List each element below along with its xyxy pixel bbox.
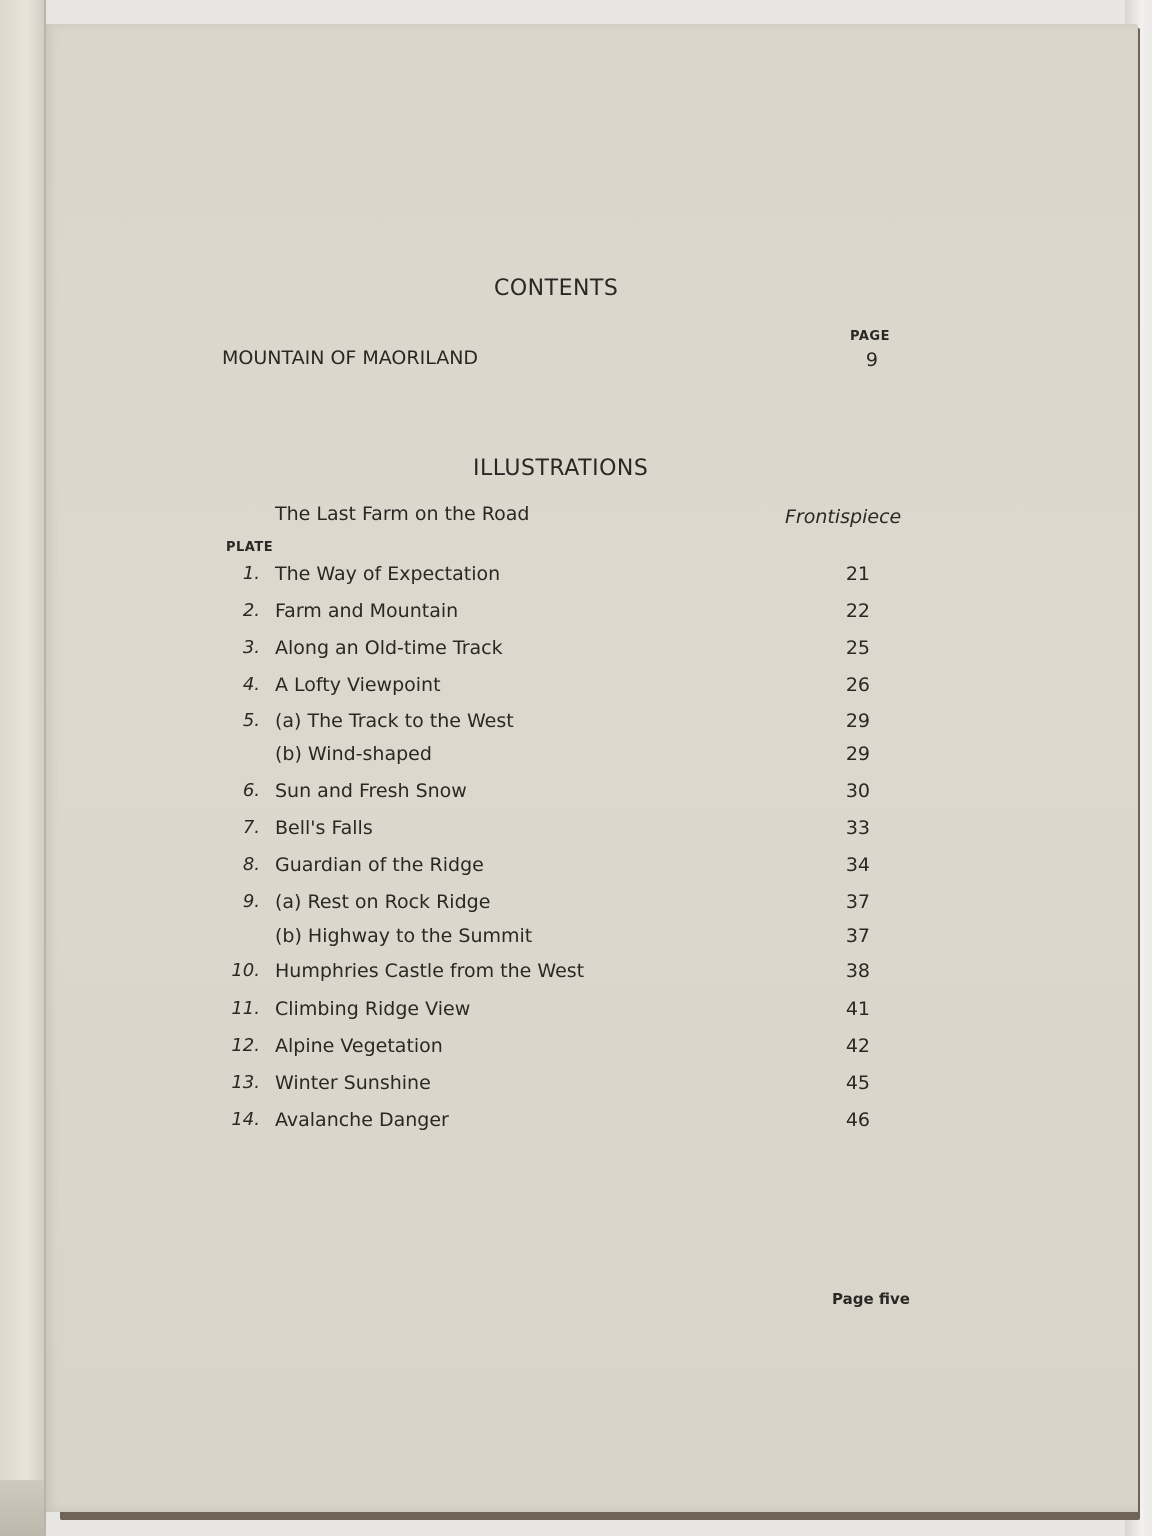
plate-number: 12. bbox=[231, 1035, 260, 1056]
page-column-label: PAGE bbox=[850, 329, 890, 344]
plate-page: 37 bbox=[845, 925, 870, 947]
plate-title: The Way of Expectation bbox=[275, 563, 501, 585]
plate-page: 26 bbox=[845, 674, 870, 696]
plate-page: 45 bbox=[845, 1072, 870, 1094]
plate-number: 1. bbox=[242, 563, 260, 584]
plate-number: 2. bbox=[242, 600, 260, 621]
plate-title: Along an Old-time Track bbox=[275, 637, 503, 659]
plate-page: 41 bbox=[845, 998, 870, 1020]
contents-heading: CONTENTS bbox=[494, 276, 619, 301]
plate-number: 7. bbox=[242, 817, 260, 838]
page-number-footer: Page five bbox=[832, 1290, 910, 1308]
plate-page: 22 bbox=[845, 600, 870, 622]
contents-entry-page: 9 bbox=[865, 349, 878, 371]
book-page bbox=[44, 24, 1138, 1512]
plate-page: 21 bbox=[845, 563, 870, 585]
plate-title: (b) Wind-shaped bbox=[275, 743, 432, 765]
plate-title: (a) The Track to the West bbox=[275, 710, 514, 732]
page-corner bbox=[0, 1480, 44, 1536]
plate-page: 29 bbox=[845, 710, 870, 732]
contents-entry-title: MOUNTAIN OF MAORILAND bbox=[222, 347, 479, 369]
plate-column-label: PLATE bbox=[226, 540, 274, 555]
plate-number: 8. bbox=[242, 854, 260, 875]
plate-page: 42 bbox=[845, 1035, 870, 1057]
plate-number: 3. bbox=[242, 637, 260, 658]
plate-number: 14. bbox=[231, 1109, 260, 1130]
plate-title: Sun and Fresh Snow bbox=[275, 780, 467, 802]
plate-title: (a) Rest on Rock Ridge bbox=[275, 891, 491, 913]
plate-number: 13. bbox=[231, 1072, 260, 1093]
plate-page: 33 bbox=[845, 817, 870, 839]
plate-number: 6. bbox=[242, 780, 260, 801]
plate-number: 11. bbox=[231, 998, 260, 1019]
plate-number: 4. bbox=[242, 674, 260, 695]
plate-title: Bell's Falls bbox=[275, 817, 373, 839]
plate-page: 37 bbox=[845, 891, 870, 913]
plate-page: 34 bbox=[845, 854, 870, 876]
illustrations-heading: ILLUSTRATIONS bbox=[473, 456, 649, 481]
previous-page-edge bbox=[0, 0, 46, 1536]
plate-title: Climbing Ridge View bbox=[275, 998, 471, 1020]
plate-number: 5. bbox=[242, 710, 260, 731]
plate-number: 9. bbox=[242, 891, 260, 912]
plate-number: 10. bbox=[231, 960, 260, 981]
plate-title: Humphries Castle from the West bbox=[275, 960, 585, 982]
plate-title: Alpine Vegetation bbox=[275, 1035, 443, 1057]
plate-page: 29 bbox=[845, 743, 870, 765]
plate-title: Winter Sunshine bbox=[275, 1072, 431, 1094]
plate-title: Guardian of the Ridge bbox=[275, 854, 484, 876]
plate-title: A Lofty Viewpoint bbox=[275, 674, 441, 696]
plate-page: 25 bbox=[845, 637, 870, 659]
plate-page: 38 bbox=[845, 960, 870, 982]
plate-page: 46 bbox=[845, 1109, 870, 1131]
plate-title: Avalanche Danger bbox=[275, 1109, 449, 1131]
frontispiece-page: Frontispiece bbox=[785, 506, 902, 528]
plate-page: 30 bbox=[845, 780, 870, 802]
plate-title: Farm and Mountain bbox=[275, 600, 459, 622]
frontispiece-title: The Last Farm on the Road bbox=[275, 503, 530, 525]
plate-title: (b) Highway to the Summit bbox=[275, 925, 533, 947]
